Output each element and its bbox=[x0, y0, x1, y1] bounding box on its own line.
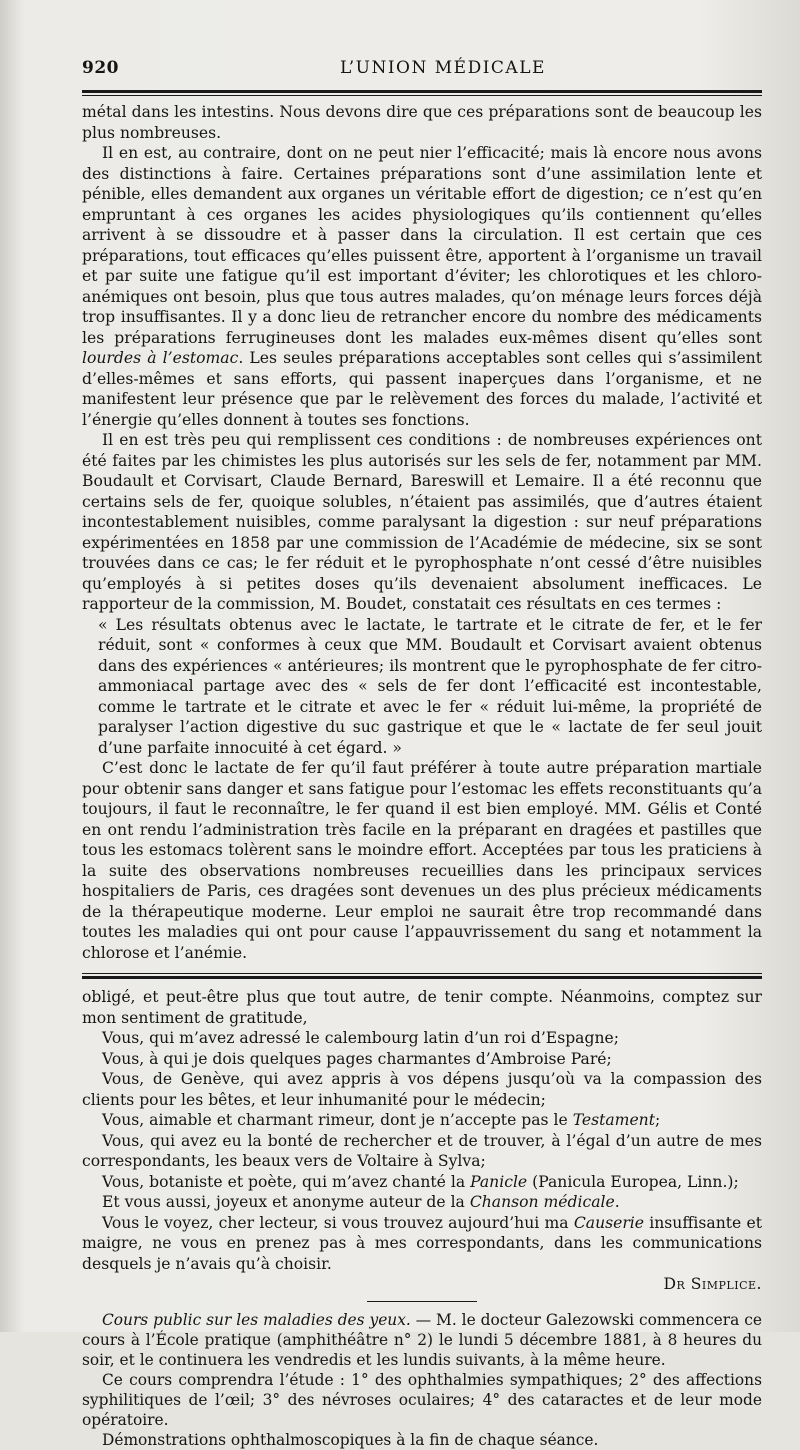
italic-run: Panicle bbox=[470, 1172, 528, 1191]
commission-quote: « Les résultats obtenus avec le lactate, le tartrate et le citrate de fer, et le fer réduit, sont « conformes à ceux que MM. Boudault et Corvisart avaient obtenus dans des expériences « antérieures; ils montrent que le pyrophosphate de fer citro-ammoniacal partage avec des « sels de fer dont l’efficacité est incontestable, comme le tartrate et le citrate et avec le fer « réduit lui-même, la propriété de paralyser l’action digestive du suc gastrique et que le « lactate de fer seul jouit d’une parfaite innocuité à cet égard. » bbox=[98, 615, 762, 757]
article-paragraph: Il en est très peu qui remplissent ces conditions : de nombreuses expériences ont été faites par les chimistes les plus autorisés sur les sels de fer, notamment par MM. Boudault et Corvisart, Claude Bernard, Bareswill et Lemaire. Il a été reconnu que certains sels de fer, quoique solubles, n’étaient pas assimilés, que d’autres étaient incontestablement nuisibles, comme paralysant la digestion : sur neuf préparations expérimentées en 1858 par une commission de l’Académie de médecine, six se sont trouvées dans ce cas; le fer réduit et le pyrophosphate n’ont cessé d’être nuisibles qu’employés à si petites doses qu’ils devenaient absolument inefficaces. Le rapporteur de la commission, M. Boudet, constatait ces résultats en ces termes : bbox=[82, 431, 762, 613]
causerie-verse bbox=[82, 1110, 762, 1131]
causerie-body bbox=[82, 987, 762, 1295]
notice-paragraph: Ce cours comprendra l’étude : 1° des ophthalmies sympathiques; 2° des affections syphilitiques de l’œil; 3° des névroses oculaires; 4° des cataractes et de leur mode opératoire. bbox=[82, 1370, 762, 1429]
causerie-verse: Vous, de Genève, qui avez appris à vos dépens jusqu’où va la compassion des clients pour les bêtes, et leur inhumanité pour le médecin; bbox=[82, 1070, 762, 1109]
text-run: Vous le voyez, cher lecteur, si vous trouvez aujourd’hui ma bbox=[102, 1213, 574, 1232]
separator-rule-thick bbox=[82, 976, 762, 979]
notice-title: Cours public sur les maladies des yeux. bbox=[102, 1310, 411, 1329]
notice-paragraph: Démonstrations ophthalmoscopiques à la fin de chaque séance. bbox=[102, 1430, 599, 1449]
italic-run: Chanson médicale bbox=[469, 1193, 615, 1211]
text-run: . Les seules préparations acceptables sont celles qui s’assimilent d’elles-mêmes et sans efforts, qui passent inaperçues dans l’organisme, et ne manifestent leur présence que par le relèvement des forces du malade, l’activité et l’énergie qu’elles donnent à toutes ses fonctions. bbox=[82, 349, 762, 429]
article-paragraph: métal dans les intestins. Nous devons dire que ces préparations sont de beaucoup les plus nombreuses. bbox=[82, 103, 762, 142]
text-run: insuffisante et maigre, ne vous en prenez pas à mes correspondants, dans les communications desquels je n’avais qu’à choisir. bbox=[82, 1213, 762, 1273]
notice-body bbox=[82, 1310, 762, 1450]
page-number: 920 bbox=[82, 58, 119, 78]
italic-run: lourdes à l’estomac bbox=[82, 349, 239, 367]
causerie-verse: Vous, qui m’avez adressé le calembourg latin d’un roi d’Espagne; bbox=[102, 1029, 619, 1047]
notice-rule bbox=[367, 1301, 477, 1302]
causerie-paragraph bbox=[82, 1213, 762, 1275]
causerie-verse: Vous, à qui je dois quelques pages charmantes d’Ambroise Paré; bbox=[102, 1049, 612, 1068]
causerie-verse bbox=[82, 1192, 762, 1213]
text-run: Vous, botaniste et poète, qui m’avez chanté la bbox=[102, 1172, 471, 1191]
author-signature: Dr Simplice. bbox=[663, 1275, 762, 1293]
text-run: . bbox=[614, 1193, 620, 1211]
causerie-verse bbox=[82, 1172, 762, 1193]
journal-title: L’UNION MÉDICALE bbox=[340, 58, 546, 78]
text-run: — M. le docteur Galezowski commencera ce cours à l’École pratique (amphithéâtre n° 2) le lundi 5 décembre 1881, à 8 heures du soir, et le continuera les vendredis et les lundis suivants, à la même heure. bbox=[82, 1310, 762, 1369]
text-run: ; bbox=[655, 1111, 661, 1129]
page-header bbox=[82, 50, 762, 80]
article-paragraph bbox=[82, 143, 762, 430]
separator-rule-thin bbox=[82, 973, 762, 974]
causerie-paragraph: obligé, et peut-être plus que tout autre, de tenir compte. Néanmoins, comptez sur mon sentiment de gratitude, bbox=[82, 988, 762, 1027]
notice-paragraph bbox=[82, 1310, 762, 1370]
italic-run: Testament bbox=[572, 1111, 655, 1129]
causerie-verse: Vous, qui avez eu la bonté de rechercher et de trouver, à l’égal d’un autre de mes correspondants, les beaux vers de Voltaire à Sylva; bbox=[82, 1131, 762, 1170]
italic-run: Causerie bbox=[573, 1213, 645, 1232]
header-rule-thin bbox=[82, 95, 762, 96]
section-separator bbox=[82, 973, 762, 979]
article-paragraph: C’est donc le lactate de fer qu’il faut préférer à toute autre préparation martiale pour obtenir sans danger et sans fatigue pour l’estomac les effets reconstituants qu’a toujours, il faut le reconnaître, le fer quand il est bien employé. MM. Gélis et Conté en ont rendu l’administration très facile en la préparant en dragées et pastilles que tous les estomacs tolèrent sans le moindre effort. Acceptées par tous les praticiens à la suite des observations nombreuses recueillies dans les principaux services hospitaliers de Paris, ces dragées sont devenues un des plus précieux médicaments de la thérapeutique moderne. Leur emploi ne saurait être trop recommandé dans toutes les maladies qui ont pour cause l’appauvrissement du sang et notamment la chlorose et l’anémie. bbox=[82, 759, 762, 962]
text-run: Vous, aimable et charmant rimeur, dont je n’accepte pas le bbox=[102, 1111, 573, 1129]
text-run: (Panicula Europea, Linn.); bbox=[527, 1172, 739, 1191]
article-body bbox=[82, 102, 762, 963]
text-run: Et vous aussi, joyeux et anonyme auteur de la bbox=[102, 1193, 470, 1211]
header-rule bbox=[82, 90, 762, 93]
text-run: Il en est, au contraire, dont on ne peut nier l’efficacité; mais là encore nous avons des distinctions à faire. Certaines préparations sont d’une assimilation lente et pénible, elles demandent aux organes un véritable effort de digestion; ce n’est qu’en empruntant à ces organes les acides physiologiques qu’ils contiennent qu’elles arrivent à se dissoudre et à passer dans la circulation. Il est certain que ces préparations, tout efficaces qu’elles puissent être, apportent à l’organisme un travail et par suite une fatigue qu’il est important d’éviter; les chlorotiques et les chloro-anémiques ont besoin, plus que tous autres malades, qu’on ménage leurs forces déjà trop insuffisantes. Il y a donc lieu de retrancher encore du nombre des médicaments les préparations ferrugineuses dont les malades eux-mêmes disent qu’elles sont bbox=[82, 144, 762, 347]
